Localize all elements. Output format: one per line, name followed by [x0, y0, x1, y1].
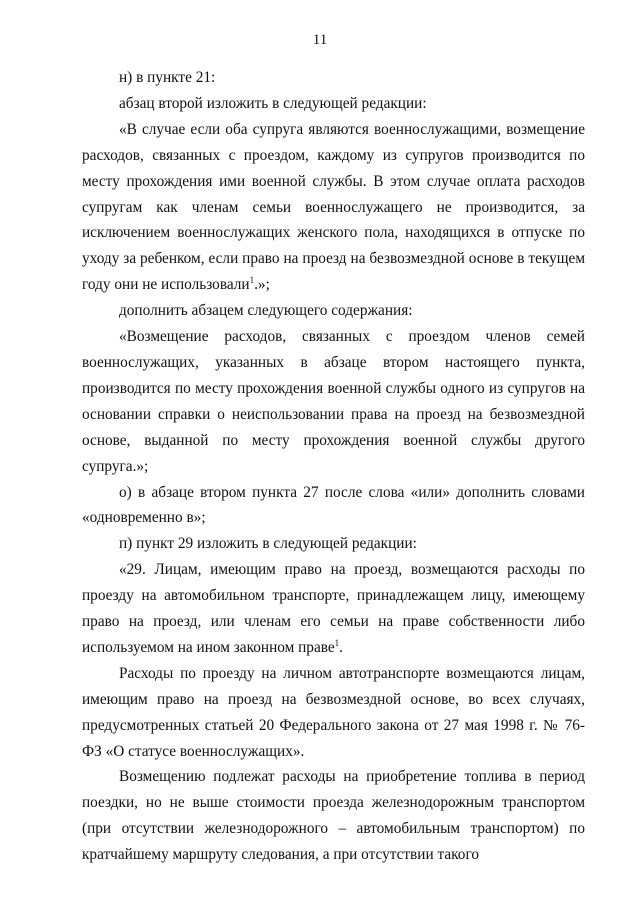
paragraph-instruction-2: дополнить абзацем следующего содержания: [119, 302, 413, 320]
paragraph-item-p: п) пункт 29 изложить в следующей редакции: [119, 535, 417, 553]
paragraph-item-o: о) в абзаце втором пункта 27 после слова «или» дополнить словами «одновременно в»; [82, 483, 585, 527]
paragraph-quote-families: «Возмещение расходов, связанных с проездом членов семей военнослужащих, указанных в абзаце втором настоящего пункта, производится по месту прохождения военной службы одного из супругов на основании справки о неиспользовании права на проезд на безвозмездной основе, выданной по месту прохождения военной службы другого супруга.»; [82, 328, 585, 475]
footnote-ref[interactable]: 1 [249, 275, 255, 286]
paragraph-quote-29: «29. Лицам, имеющим право на проезд, возмещаются расходы по проезду на автомобильном транспорте, принадлежащем лицу, имеющему право на проезд, или членам его семьи на праве собственности либо используемом на ином законном праве$^1$. [82, 561, 585, 656]
paragraph-instruction-1: абзац второй изложить в следующей редакции: [119, 94, 427, 112]
document-body [82, 65, 585, 868]
paragraph-fuel-reimbursement: Возмещению подлежат расходы на приобретение топлива в период поездки, но не выше стоимости проезда железнодорожным транспортом (при отсутствии железнодорожного – автомобильным транспортом) по кратчайшему маршруту следования, а при отсутствии такого [82, 768, 585, 864]
paragraph-quote-spouses: «В случае если оба супруга являются военнослужащими, возмещение расходов, связанных с проездом, каждому из супругов производится по месту прохождения ими военной службы. В этом случае оплата расходов супругам как членам семьи военнослужащего не производится, за исключением военнослужащих женского пола, находящихся в отпуске по уходу за ребенком, если право на проезд на безвозмездной основе в текущем году они не использовали$^1$.»; [82, 120, 585, 294]
page-number: 11 [312, 32, 328, 48]
paragraph-personal-vehicle: Расходы по проезду на личном автотранспорте возмещаются лицам, имеющим право на проезд на безвозмездной основе, во всех случаях, предусмотренных статьей 20 Федерального закона от 27 мая 1998 г. № 76-ФЗ «О статусе военнослужащих». [82, 664, 585, 760]
footnote-ref[interactable]: 1 [334, 637, 340, 648]
paragraph-item-n: н) в пункте 21: [119, 69, 216, 86]
